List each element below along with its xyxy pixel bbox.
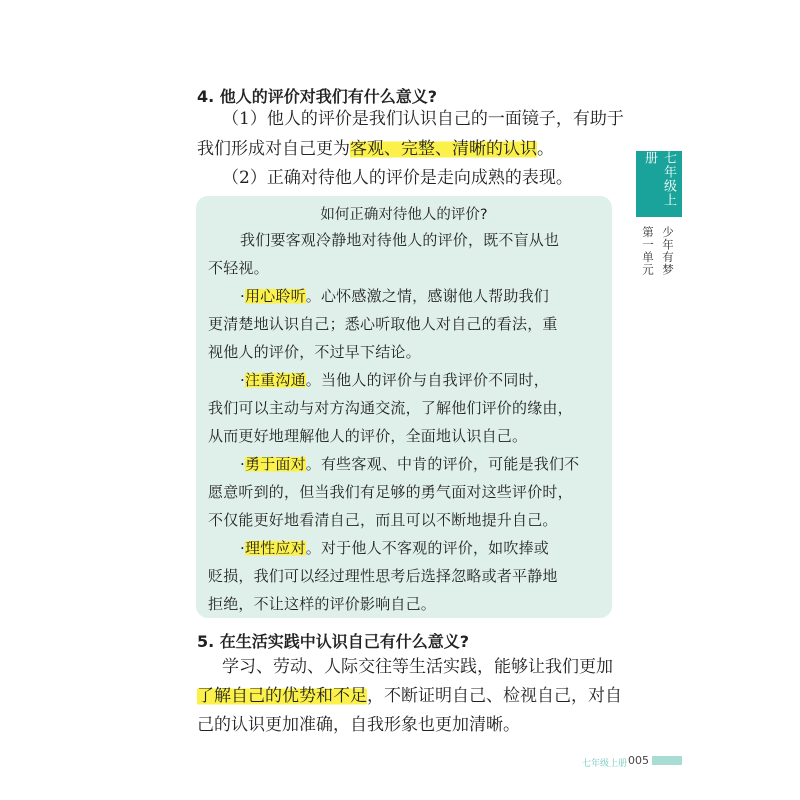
item-2-line-2: 我们可以主动与对方沟通交流，了解他们评价的缘由， [208,399,573,417]
item-1-line-2: 更清楚地认识自己；悉心听取他人对自己的看法，重 [208,315,558,333]
footer-bar [652,756,682,765]
item-1-keyword: 用心聆听 [244,287,306,305]
callout-intro-line-2: 不轻视。 [208,259,269,277]
q4-p1-text: 我们形成对自己更为 [197,139,350,159]
question-4-title: 4. 他人的评价对我们有什么意义? [197,87,438,106]
bullet: · [240,455,245,473]
item-3-line-2: 愿意听到的，但当我们有足够的勇气面对这些评价时， [208,483,573,501]
item-2-keyword: 注重沟通 [244,371,306,389]
q4-p1-end: 。 [537,139,554,159]
theme-label: 少年有梦 [661,226,675,276]
item-4-keyword: 理性应对 [244,539,306,557]
footer-grade-label: 七年级上册 [582,759,628,769]
callout-box [196,196,612,618]
callout-intro-line-1: 我们要客观冷静地对待他人的评价，既不盲从也 [240,231,560,249]
item-3-line-3: 不仅能更好地看清自己，而且可以不断地提升自己。 [208,511,558,529]
q4-paragraph-2: （2）正确对待他人的评价是走向成熟的表现。 [222,168,573,188]
item-4-text: 。对于他人不客观的评价，如吹捧或 [305,539,549,557]
bullet: · [240,371,245,389]
item-2-text: 。当他人的评价与自我评价不同时， [305,371,549,389]
callout-item-2 [240,369,549,390]
callout-item-4 [240,537,549,558]
item-4-line-3: 拒绝，不让这样的评价影响自己。 [208,595,437,613]
question-5-title: 5. 在生活实践中认识自己有什么意义? [197,632,470,651]
bullet: · [240,287,245,305]
q4-p1-line-2 [197,134,554,164]
q5-line-3: 己的认识更加准确，自我形象也更加清晰。 [197,715,520,735]
item-1-text: 。心怀感激之情，感谢他人帮助我们 [305,287,549,305]
item-3-text: 。有些客观、中肯的评价，可能是我们不 [305,455,580,473]
item-1-line-3: 视他人的评价，不过早下结论。 [208,343,421,361]
page-number: 005 [628,754,649,767]
q4-p1-highlight: 客观、完整、清晰的认识 [350,139,537,159]
q5-line-2-text: ，不断证明自己、检视自己，对自 [367,686,622,706]
bullet: · [240,539,245,557]
q4-p1-line-1: （1）他人的评价是我们认识自己的一面镜子，有助于 [222,109,624,129]
item-3-keyword: 勇于面对 [244,455,306,473]
item-4-line-2: 贬损，我们可以经过理性思考后选择忽略或者平静地 [208,567,558,585]
q5-highlight: 了解自己的优势和不足 [197,686,367,706]
callout-title: 如何正确对待他人的评价? [320,207,488,223]
callout-item-1 [240,285,549,306]
q5-line-2 [197,681,622,711]
callout-item-3 [240,453,579,474]
q5-line-1: 学习、劳动、人际交往等生活实践，能够让我们更加 [222,657,613,677]
item-2-line-3: 从而更好地理解他人的评价，全面地认识自己。 [208,427,528,445]
unit-label: 第一单元 [641,226,655,276]
grade-tab: 七年级上册 [636,151,682,217]
